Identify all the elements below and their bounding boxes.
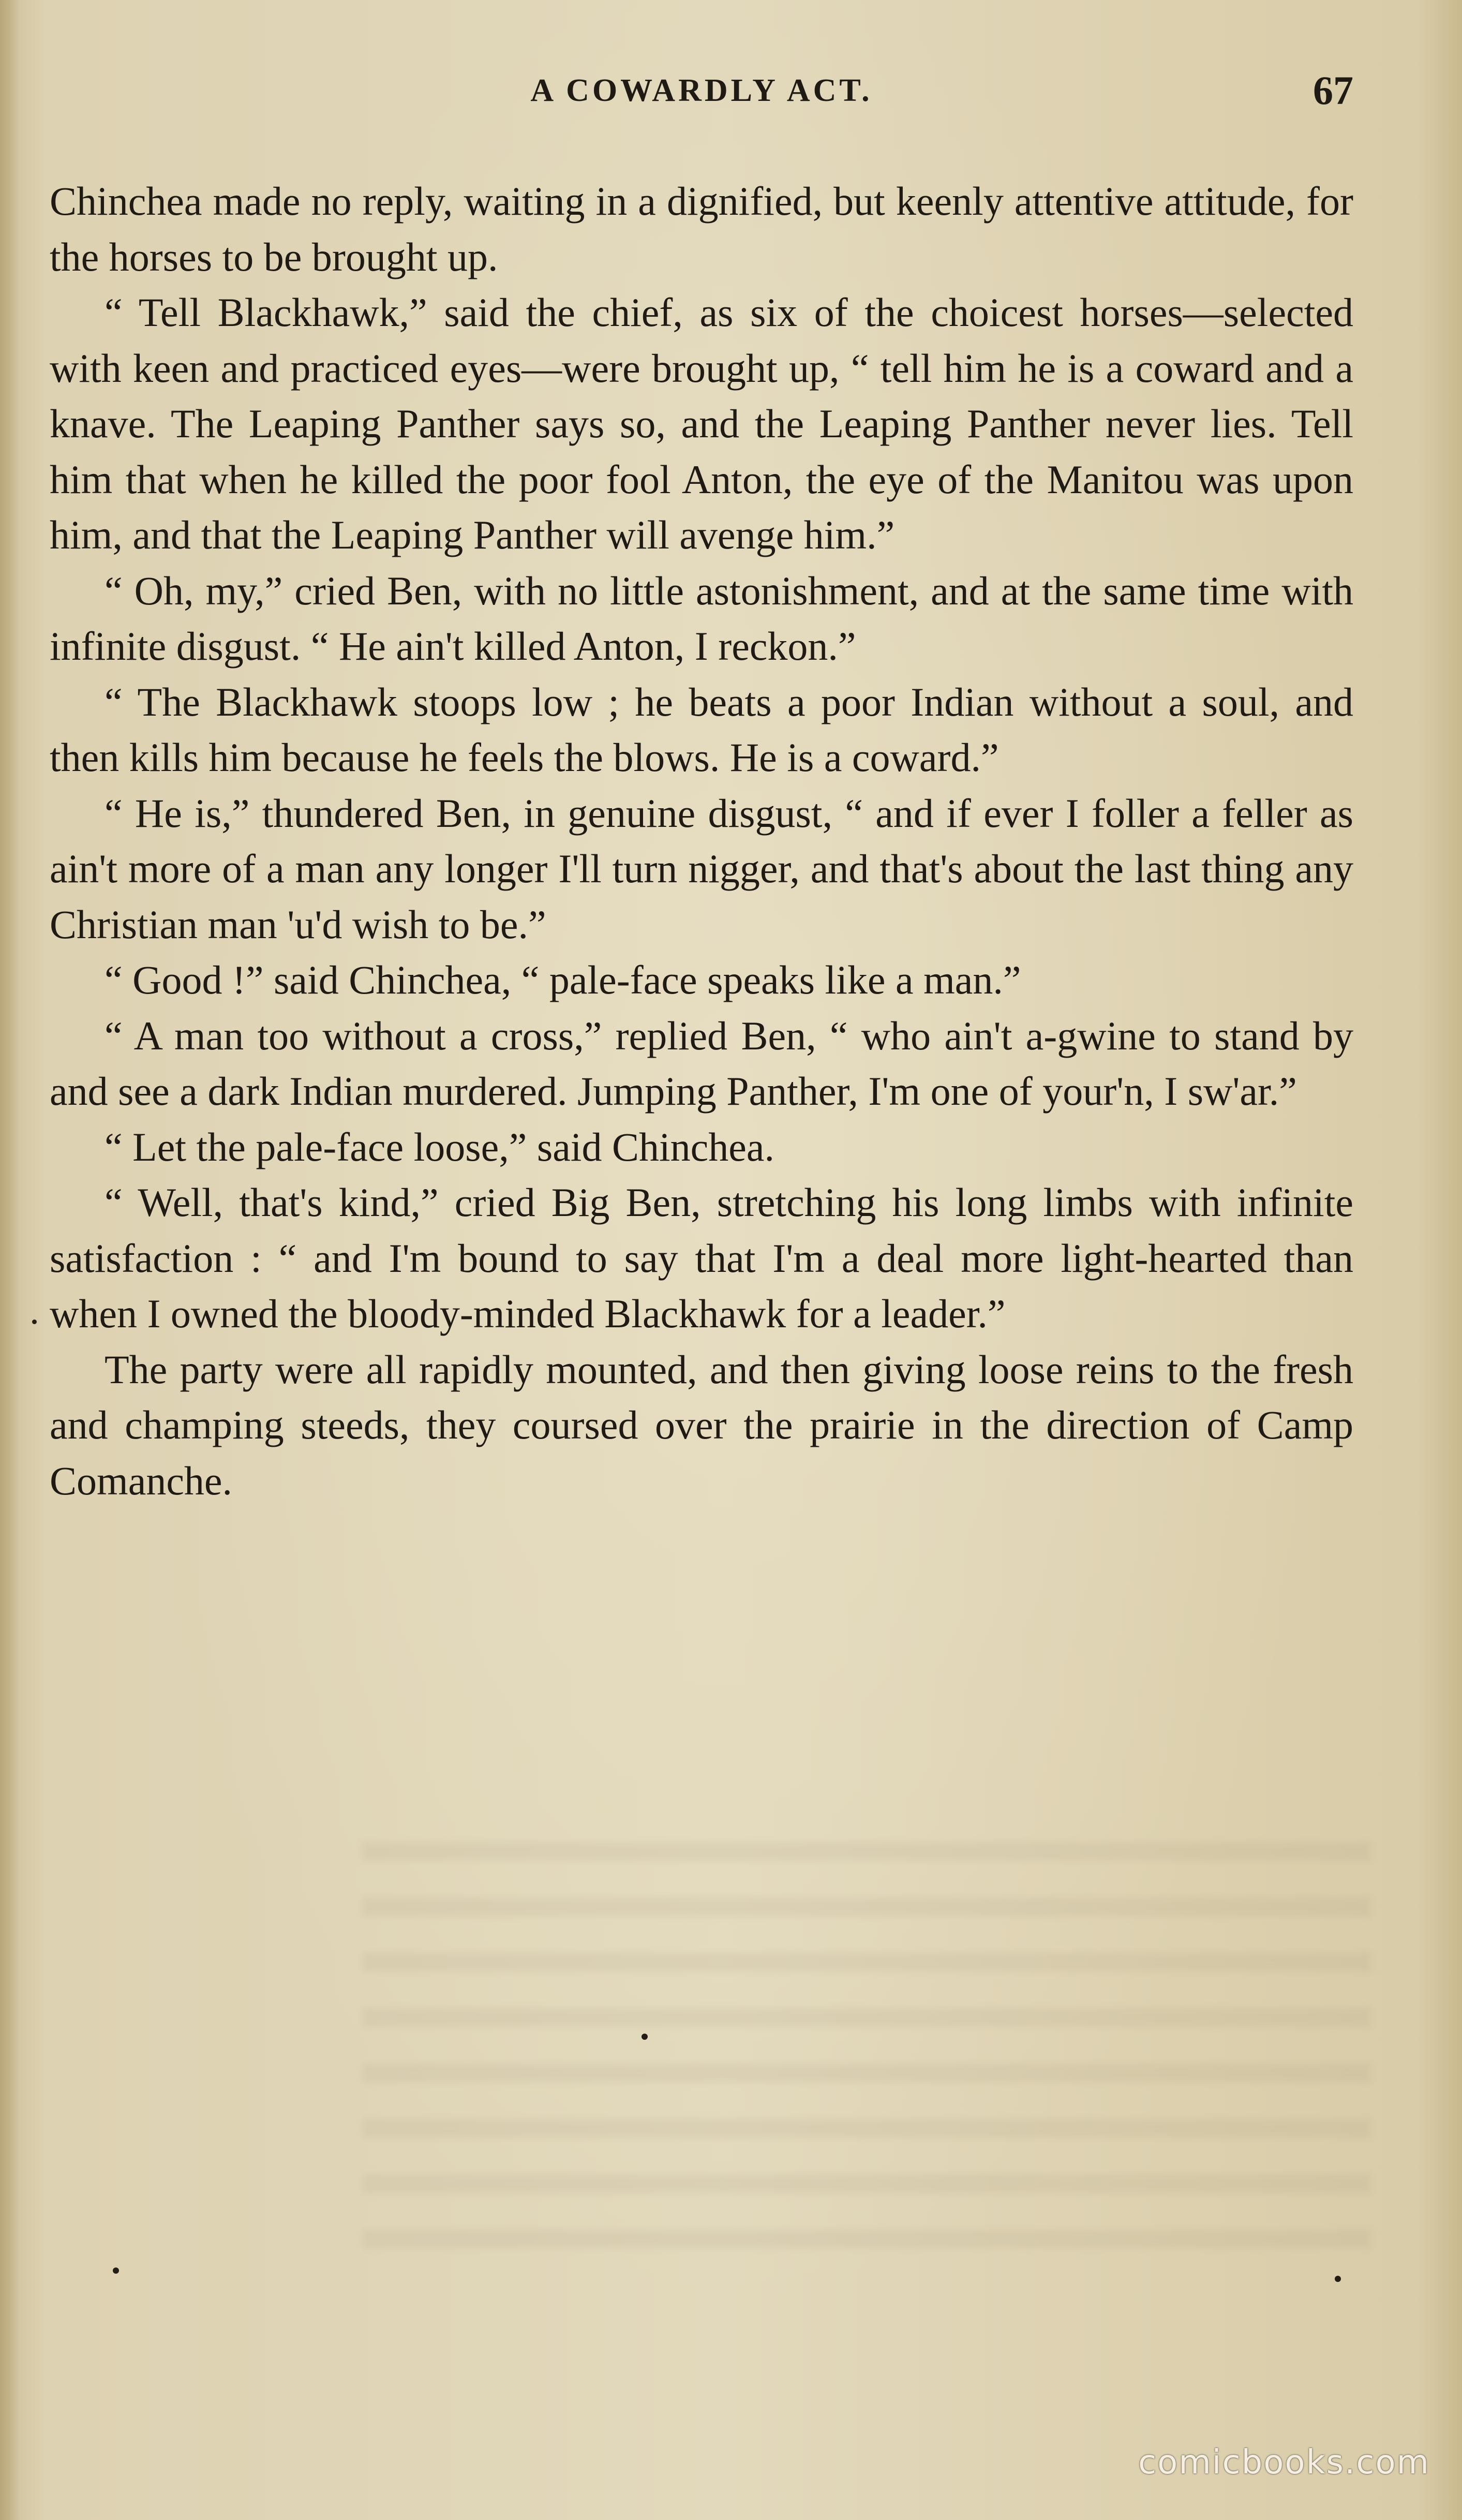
ink-speck [642,2034,648,2040]
show-through-text [362,1842,1371,2266]
page-number: 67 [1313,68,1353,113]
ink-speck [113,2267,119,2274]
ink-speck [32,1320,37,1324]
body-text [50,173,1353,1508]
paragraph: “ He is,” thundered Ben, in genuine disgust, “ and if ever I foller a feller as ain't more of a man any longer I'll turn nigger, and that's about the last thing any Christian man 'u'd wish to be.” [50,790,1353,947]
paragraph: “ The Blackhawk stoops low ; he beats a poor Indian without a soul, and then kills him because he feels the blows. He is a coward.” [50,679,1353,780]
paragraph: The party were all rapidly mounted, and then giving loose reins to the fresh and champing steeds, they coursed over the prairie in the direction of Camp Comanche. [50,1346,1353,1503]
paragraph: “ Well, that's kind,” cried Big Ben, stretching his long limbs with infinite satisfaction : “ and I'm bound to say that I'm a deal more light-hearted than when I owned the bloody-minded Blackhawk for a leader.” [50,1180,1353,1336]
paragraph: Chinchea made no reply, waiting in a dignified, but keenly attentive attitude, for the horses to be brought up. [50,179,1353,279]
ink-speck [1335,2276,1341,2282]
page-header [50,67,1353,124]
paragraph: “ Tell Blackhawk,” said the chief, as six of the choicest horses—selected with keen and practiced eyes—were brought up, “ tell him he is a coward and a knave. The Leaping Panther says so, and the Leaping Panther never lies. Tell him that when he killed the poor fool Anton, the eye of the Manitou was upon him, and that the Leaping Panther will avenge him.” [50,290,1353,557]
paragraph: “ Good !” said Chinchea, “ pale-face speaks like a man.” [105,957,1021,1002]
running-title: A COWARDLY ACT. [530,73,873,108]
page-spine-edge [0,0,20,2520]
paragraph: “ Oh, my,” cried Ben, with no little astonishment, and at the same time with infinite disgust. “ He ain't killed Anton, I reckon.” [50,568,1353,669]
paragraph: “ A man too without a cross,” replied Ben, “ who ain't a-gwine to stand by and see a dark Indian murdered. Jumping Panther, I'm one of your'n, I sw'ar.” [50,1013,1353,1114]
watermark: comicbooks.com [1138,2443,1430,2482]
paragraph: “ Let the pale-face loose,” said Chinchea. [105,1124,775,1169]
